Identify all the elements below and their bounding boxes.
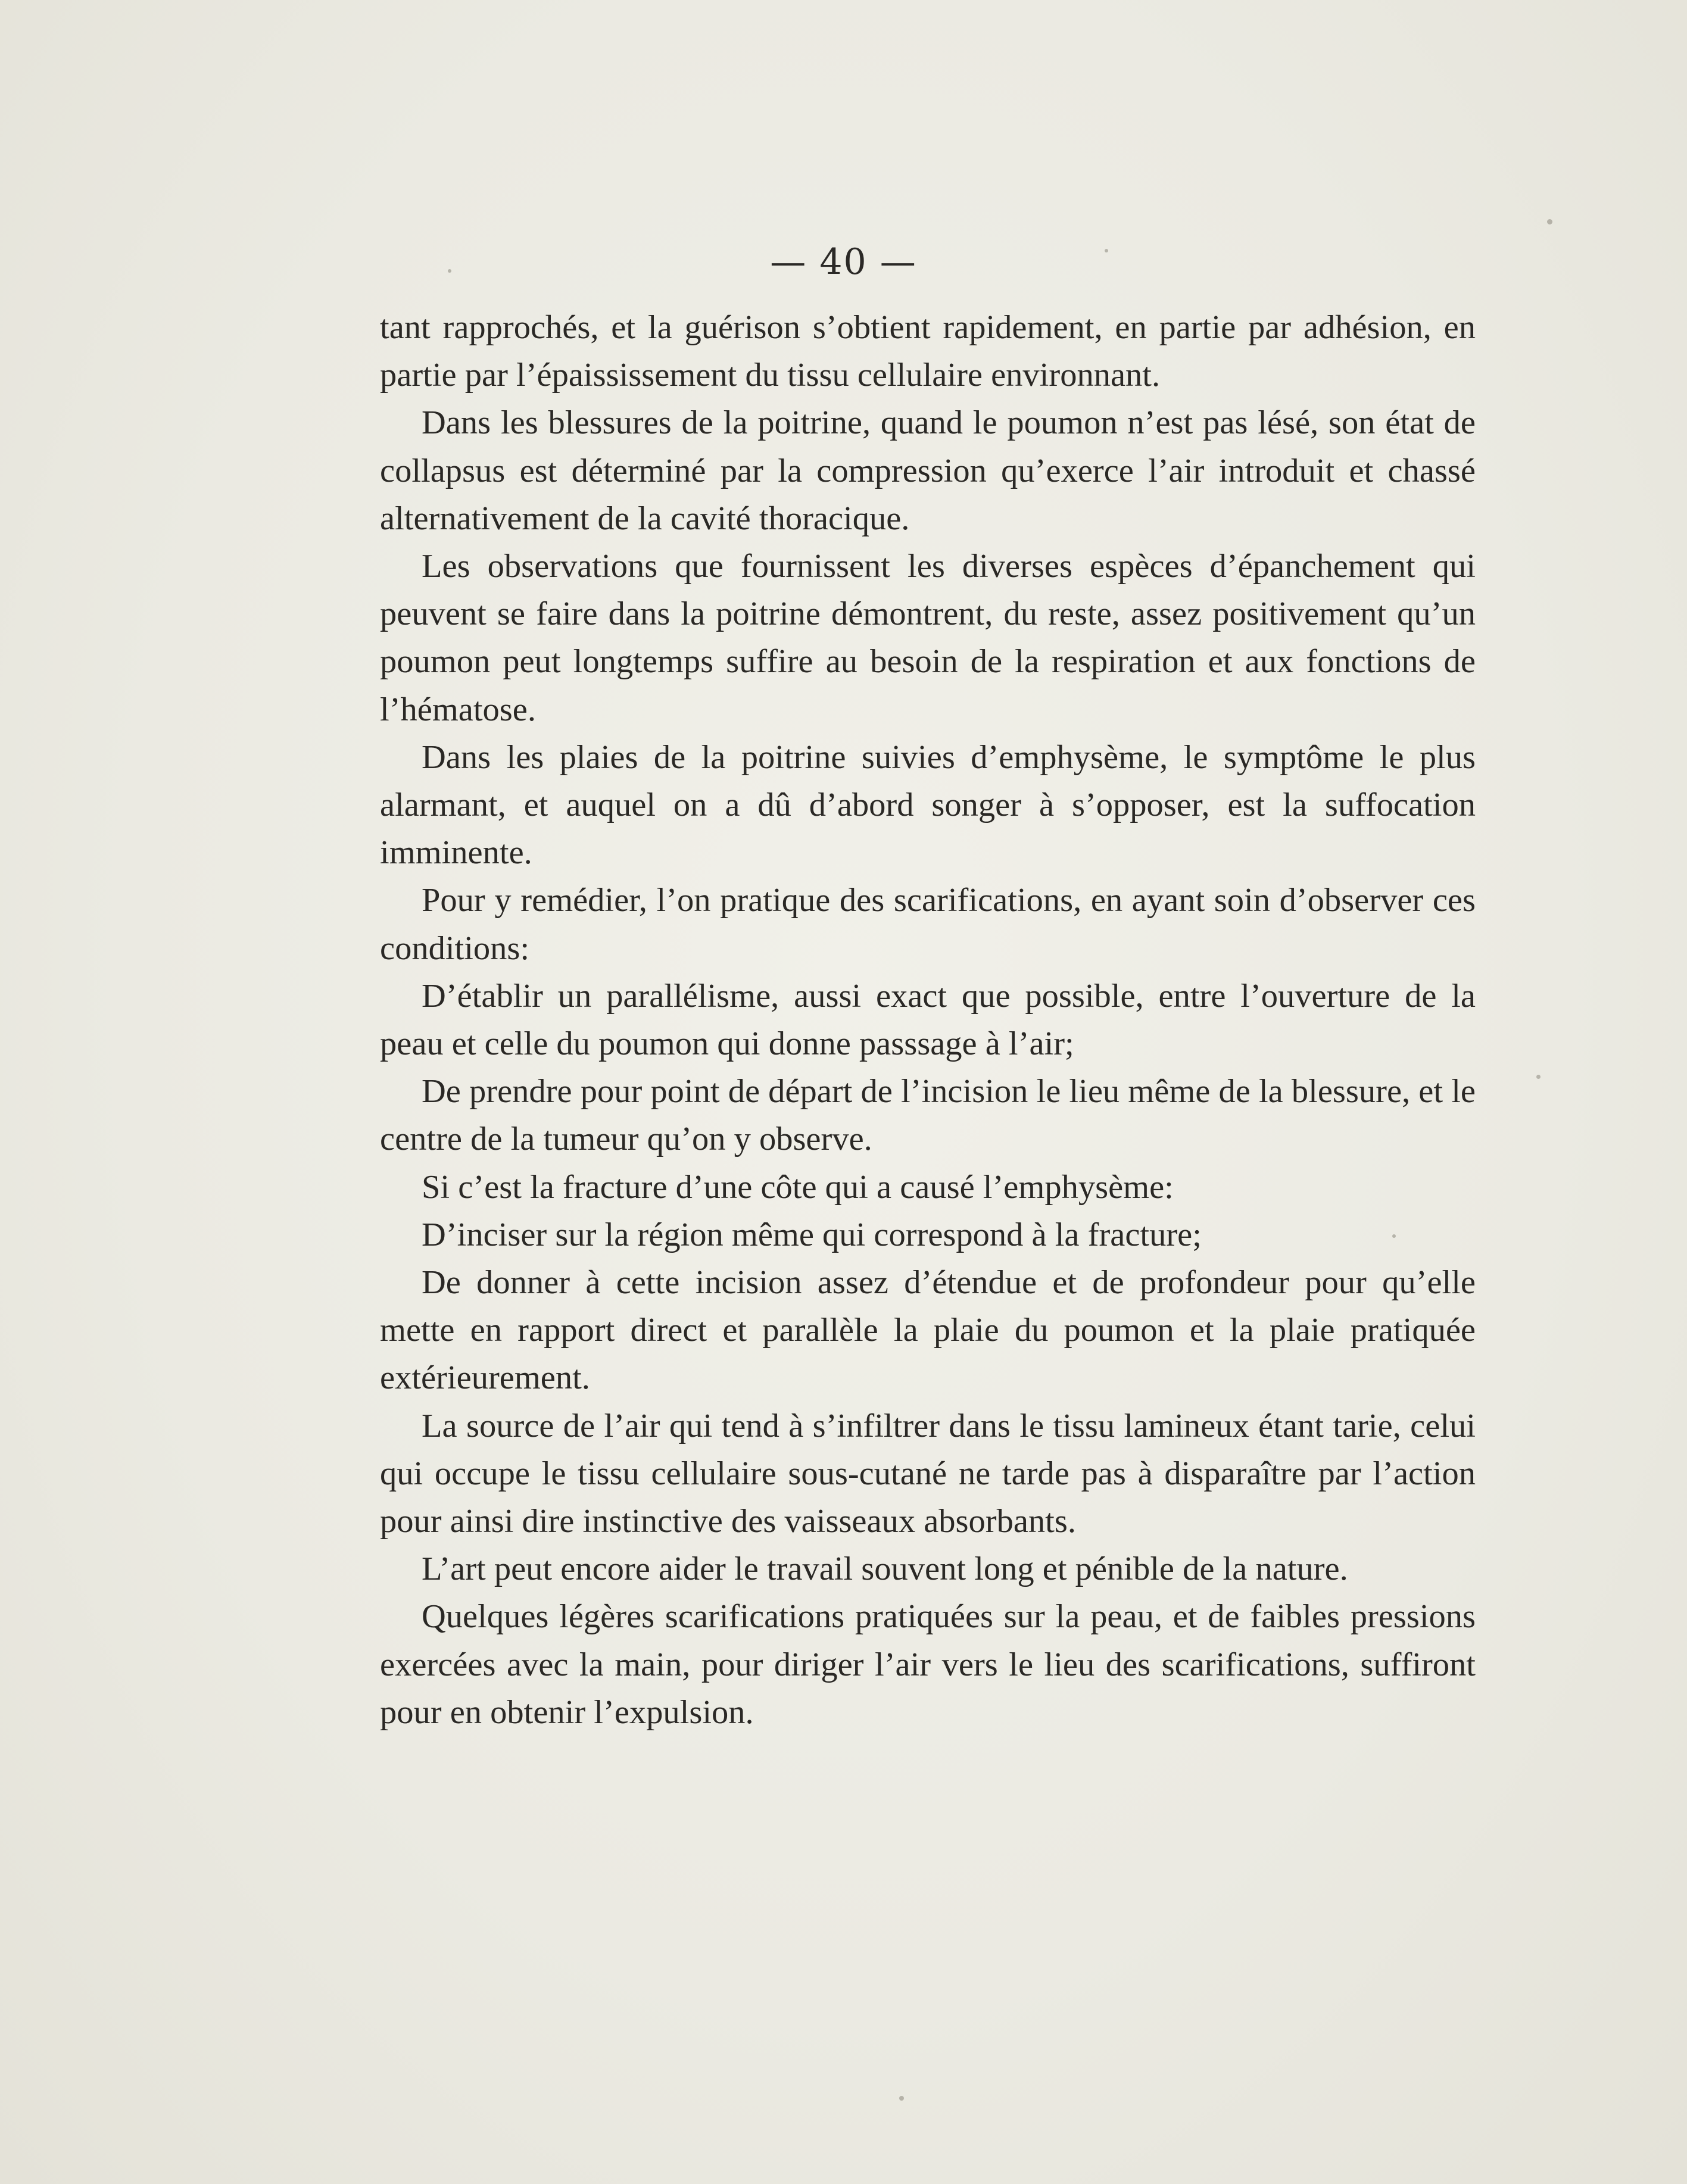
paragraph: L’art peut encore aider le travail souvent long et pénible de la nature.	[422, 1550, 1348, 1588]
paragraph: Dans les blessures de la poitrine, quand le poumon n’est pas lésé, son état de collapsus est déterminé par la compression qu’exerce l’air introduit et chassé alternativement de la cavité thoracique.	[380, 404, 1476, 537]
paper-speck	[448, 269, 451, 273]
paragraph: Pour y remédier, l’on pratique des scarifications, en ayant soin d’observer ces conditions:	[380, 882, 1476, 967]
paper-speck	[1547, 219, 1552, 224]
paragraph: D’établir un parallélisme, aussi exact que possible, entre l’ouverture de la peau et celle du poumon qui donne passsage à l’air;	[380, 977, 1476, 1063]
body-text	[380, 304, 1476, 1736]
paper-speck	[1392, 1234, 1396, 1238]
paragraph: tant rapprochés, et la guérison s’obtient rapidement, en partie par adhésion, en partie par l’épaississement du tissu cellulaire environnant.	[380, 309, 1476, 394]
paragraph: De donner à cette incision assez d’étendue et de profondeur pour qu’elle mette en rapport direct et parallèle la plaie du poumon et la plaie pratiquée extérieurement.	[380, 1264, 1476, 1397]
paragraph: D’inciser sur la région même qui correspond à la fracture;	[422, 1216, 1202, 1253]
page-number: — 40 —	[770, 241, 917, 283]
paragraph: La source de l’air qui tend à s’infiltrer dans le tissu lamineux étant tarie, celui qui occupe le tissu cellulaire sous-cutané ne tarde pas à disparaître par l’action pour ainsi dire instinctive des vaisseaux absorbants.	[380, 1407, 1476, 1540]
paragraph: De prendre pour point de départ de l’incision le lieu même de la blessure, et le centre de la tumeur qu’on y observe.	[380, 1073, 1476, 1158]
paragraph: Quelques légères scarifications pratiquées sur la peau, et de faibles pressions exercées avec la main, pour diriger l’air vers le lieu des scarifications, suffiront pour en obtenir l’expulsion.	[380, 1598, 1476, 1731]
paragraph: Les observations que fournissent les diverses espèces d’épanchement qui peuvent se faire dans la poitrine démontrent, du reste, assez positivement qu’un poumon peut longtemps suffire au besoin de la respiration et aux fonctions de l’hématose.	[380, 548, 1476, 728]
paper-speck	[1105, 249, 1108, 252]
paper-speck	[899, 2096, 904, 2101]
paragraph: Si c’est la fracture d’une côte qui a causé l’emphysème:	[422, 1168, 1174, 1206]
paragraph: Dans les plaies de la poitrine suivies d’emphysème, le symptôme le plus alarmant, et auquel on a dû d’abord songer à s’opposer, est la suffocation imminente.	[380, 738, 1476, 872]
paper-speck	[1536, 1075, 1541, 1079]
